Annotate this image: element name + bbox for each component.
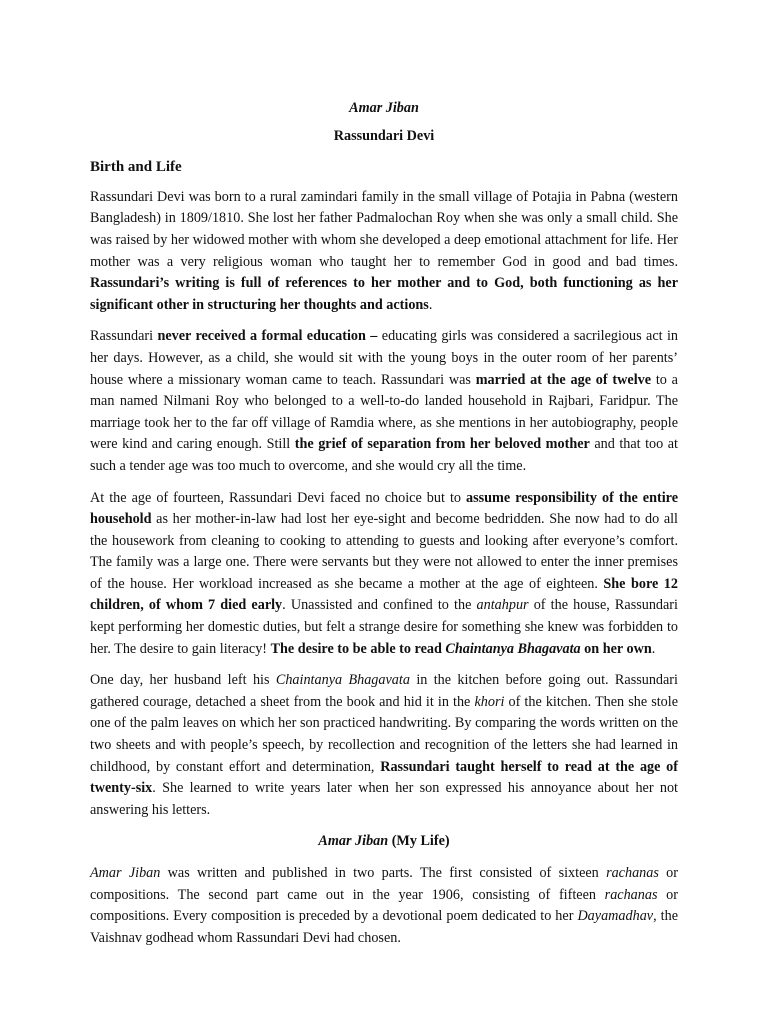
text-run: Rassundari’s writing is full of references to her mother and to God, both functioning as her significant other in structuring her thoughts and actions: [90, 275, 678, 313]
text-run: khori: [474, 693, 505, 710]
text-run: and that too at such a tender age was too much to overcome, and she would cry all the time.: [90, 436, 678, 474]
text-run: on her own: [580, 640, 652, 657]
text-run: was written and published in two parts. The first consisted of sixteen: [160, 865, 607, 881]
paragraph-amar-jiban: [90, 863, 678, 949]
text-run: . Unassisted and confined to the: [282, 597, 477, 614]
section-heading-birth-and-life: Birth and Life: [90, 159, 182, 176]
text-run: antahpur: [476, 597, 529, 614]
text-run: . She learned to write years later when her son expressed his annoyance about her not answering his letters.: [90, 780, 678, 818]
text-run: Rassundari taught herself to read at the age of twenty-six: [90, 758, 678, 797]
text-run: She bore 12 children, of whom 7 died early: [90, 575, 678, 614]
text-run: educating girls was considered a sacrilegious act in her days. However, as a child, she would sit with the young boys in the outer room of her parents’ house where a missionary woman came to teach. Rassundari was: [90, 328, 678, 388]
text-run: or compositions. Every composition is preceded by a devotional poem dedicated to her: [90, 886, 678, 925]
text-run: of the house, Rassundari kept performing her domestic duties, but felt a strange desire for something she knew was forbidden to her. The desire to gain literacy!: [90, 597, 678, 657]
text-run: , the Vaishnav godhead whom Rassundari Devi had chosen.: [90, 908, 678, 946]
text-run: Dayamadhav: [577, 908, 654, 925]
text-run: of the kitchen. Then she stole one of the palm leaves on which her son practiced handwriting. By comparing the words written on the two sheets and with people’s speech, by recollection and recognition of the letters she had learned in childhood, by constant effort and determination,: [90, 693, 678, 775]
text-run: One day, her husband left his: [90, 672, 276, 689]
paragraph-household: [90, 488, 678, 661]
text-run: to a man named Nilmani Roy who belonged to a well-to-do landed household in Rajbari, Faridpur. The marriage took her to the far off village of Ramdia where, as she mentions in her autobiography, people were kind and caring enough. Still: [90, 371, 678, 453]
paragraph-literacy: [90, 670, 678, 821]
paragraph-education-marriage: [90, 326, 678, 477]
text-run: (My Life): [388, 833, 450, 850]
text-run: rachanas: [604, 886, 658, 903]
text-run: .: [428, 296, 433, 313]
text-run: in the kitchen before going out. Rassundari gathered courage, detached a sheet from the book and hid it in the: [90, 672, 678, 710]
text-run: never received a formal education –: [157, 328, 378, 345]
text-run: or compositions. The second part came out in the year 1906, consisting of fifteen: [90, 865, 678, 903]
text-run: Chaintanya Bhagavata: [445, 640, 581, 657]
text-run: The desire to be able to read: [270, 640, 446, 657]
text-run: .: [651, 640, 656, 657]
text-run: Rassundari: [90, 328, 158, 345]
text-run: Chaintanya Bhagavata: [275, 672, 410, 689]
text-run: assume responsibility of the entire household: [90, 489, 678, 528]
section-heading-amar-jiban: [90, 831, 678, 853]
text-run: the grief of separation from her beloved mother: [294, 436, 590, 453]
document-title: Amar Jiban: [349, 100, 419, 116]
text-run: Amar Jiban: [318, 833, 389, 850]
paragraph-birth: [90, 187, 678, 317]
text-run: rachanas: [606, 865, 659, 881]
text-run: married at the age of twelve: [475, 371, 652, 388]
document-author: Rassundari Devi: [333, 127, 435, 144]
text-run: as her mother-in-law had lost her eye-sight and become bedridden. She now had to do all the housework from cleaning to cooking to attending to guests and looking after everyone’s comfort. The family was a large one. There were servants but they were not allowed to enter the inner premises of the house. Her workload increased as she became a mother at the age of eighteen.: [90, 511, 678, 592]
text-run: Amar Jiban: [90, 865, 161, 881]
text-run: At the age of fourteen, Rassundari Devi faced no choice but to: [90, 489, 467, 506]
text-run: Rassundari Devi was born to a rural zamindari family in the small village of Potajia in Pabna (western Bangladesh) in 1809/1810. She lost her father Padmalochan Roy when she was only a small child. She was raised by her widowed mother with whom she developed a deep emotional attachment for life. Her mother was a very religious woman who taught her to remember God in good and bad times.: [90, 188, 678, 270]
